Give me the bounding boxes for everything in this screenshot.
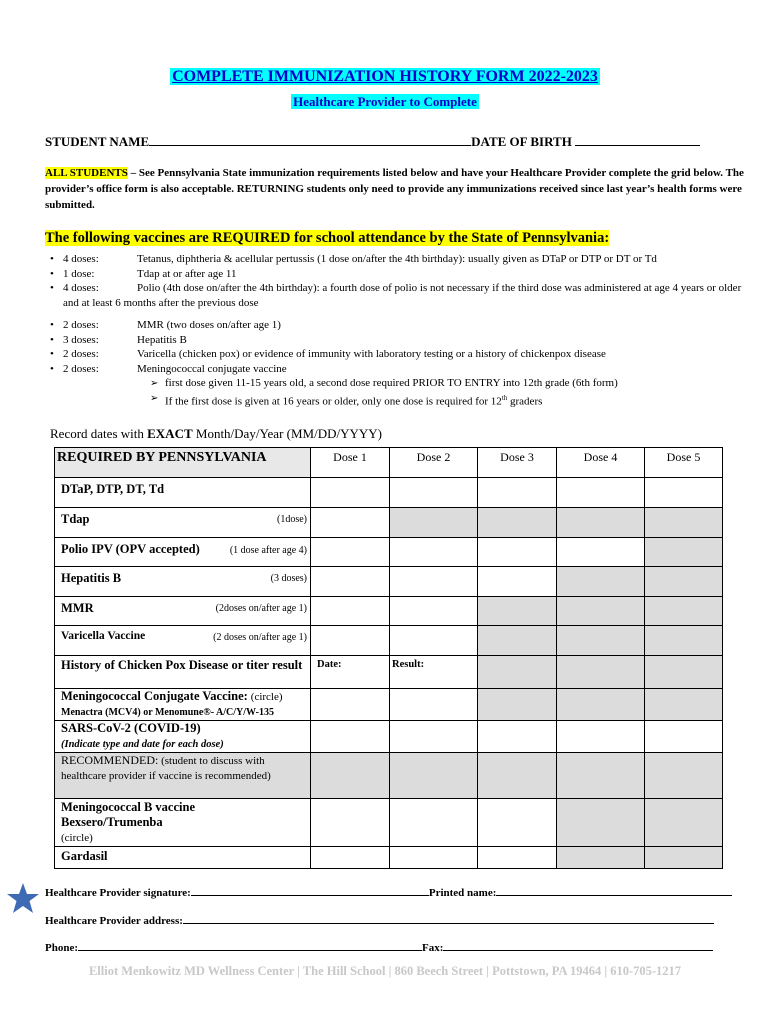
table-header-label: REQUIRED BY PENNSYLVANIA <box>55 448 311 478</box>
student-name-field[interactable] <box>149 133 471 146</box>
covid-dose-1-cell[interactable] <box>311 721 390 753</box>
vaccine-name-gardasil: Gardasil <box>61 849 108 863</box>
star-icon <box>6 882 40 914</box>
table-row-polio <box>55 538 723 567</box>
recommended-text: RECOMMENDED: (student to discuss with healthcare provider if vaccine is recommended) <box>61 753 271 782</box>
table-row-hepb <box>55 567 723 597</box>
varicella-dose-1-cell[interactable] <box>311 626 390 656</box>
table-row-varicella <box>55 626 723 656</box>
dtap-dose-2-cell[interactable] <box>390 478 478 508</box>
vaccine-name-hepb: Hepatitis B <box>61 571 122 585</box>
date-label: Date: <box>317 659 342 670</box>
provider-signature-line: Healthcare Provider signature: Printed name: <box>45 884 732 899</box>
tdap-note: (1dose) <box>277 514 307 525</box>
dose-2-header: Dose 2 <box>390 448 478 478</box>
req-subitem-1: ➢ first dose given 11-15 years old, a second dose required PRIOR TO ENTRY into 12th grade (6th form) <box>45 376 755 391</box>
table-row-dtap <box>55 478 723 508</box>
req-item-dtap: • 4 doses: Tetanus, diphtheria & acellular pertussis (1 dose on/after the 4th birthday): usually given as DTaP or DTP or DT or Td <box>45 252 755 267</box>
table-row-recommended <box>55 753 723 799</box>
table-row-tdap <box>55 508 723 538</box>
provider-address-line: Healthcare Provider address: <box>45 912 714 927</box>
vaccine-name-dtap: DTaP, DTP, DT, Td <box>61 482 165 496</box>
record-dates-instruction: Record dates with EXACT Month/Day/Year (MM/DD/YYYY) <box>50 426 382 441</box>
dtap-dose-3-cell[interactable] <box>478 478 557 508</box>
menb-types: Bexsero/Trumenba <box>61 815 163 829</box>
hepb-note: (3 doses) <box>270 573 307 584</box>
polio-dose-2-cell[interactable] <box>390 538 478 567</box>
varicella-note: (2 doses on/after age 1) <box>213 632 307 643</box>
dose-5-header: Dose 5 <box>645 448 723 478</box>
provider-address-field[interactable] <box>183 912 714 924</box>
polio-dose-3-cell[interactable] <box>478 538 557 567</box>
vaccine-name-covid: SARS-CoV-2 (COVID-19) <box>61 721 201 735</box>
mening-dose-1-cell[interactable] <box>311 689 390 721</box>
req-item-hepb: • 3 doses: Hepatitis B <box>45 333 755 348</box>
mmr-dose-2-cell[interactable] <box>390 597 478 626</box>
gardasil-dose-2-cell[interactable] <box>390 847 478 869</box>
dtap-dose-1-cell[interactable] <box>311 478 390 508</box>
intro-paragraph <box>45 165 745 213</box>
covid-dose-2-cell[interactable] <box>390 721 478 753</box>
requirements-list-1 <box>45 252 755 310</box>
vaccine-name-tdap: Tdap <box>61 512 90 526</box>
req-item-mmr: • 2 doses: MMR (two doses on/after age 1) <box>45 318 755 333</box>
vaccine-name-chickenpox: History of Chicken Pox Disease or titer result <box>61 658 303 672</box>
gardasil-dose-1-cell[interactable] <box>311 847 390 869</box>
form-title: COMPLETE IMMUNIZATION HISTORY FORM 2022-2023 <box>172 68 598 85</box>
dtap-dose-5-cell[interactable] <box>645 478 723 508</box>
student-info-line <box>45 133 700 150</box>
table-row-mmr <box>55 597 723 626</box>
dob-label: DATE OF BIRTH <box>471 134 572 149</box>
fax-field[interactable] <box>443 939 713 951</box>
req-item-polio: • 4 doses: Polio (4th dose on/after the 4th birthday): a fourth dose of polio is not necessary if the third dose was administered at age 4 years or older and at least 6 months after the previous dose <box>45 281 755 310</box>
requirements-list-2 <box>45 318 755 410</box>
result-label: Result: <box>392 659 425 670</box>
vaccine-name-polio: Polio IPV (OPV accepted) <box>61 542 200 556</box>
provider-signature-field[interactable] <box>191 884 429 896</box>
dose-3-header: Dose 3 <box>478 448 557 478</box>
hepb-dose-3-cell[interactable] <box>478 567 557 597</box>
mmr-dose-1-cell[interactable] <box>311 597 390 626</box>
footer-address: Elliot Menkowitz MD Wellness Center | The Hill School | 860 Beech Street | Pottstown, PA 19464 | 610-705-1217 <box>88 964 682 978</box>
table-row-gardasil <box>55 847 723 869</box>
menb-dose-2-cell[interactable] <box>390 799 478 847</box>
req-item-tdap: • 1 dose: Tdap at or after age 11 <box>45 267 755 282</box>
req-item-varicella: • 2 doses: Varicella (chicken pox) or evidence of immunity with laboratory testing or a history of chickenpox disease <box>45 347 755 362</box>
polio-note: (1 dose after age 4) <box>229 545 307 556</box>
dose-1-header: Dose 1 <box>311 448 390 478</box>
menb-dose-3-cell[interactable] <box>478 799 557 847</box>
dose-4-header: Dose 4 <box>557 448 645 478</box>
vaccine-name-mmr: MMR <box>61 601 94 615</box>
table-row-menb <box>55 799 723 847</box>
chickenpox-date-cell[interactable] <box>311 656 390 689</box>
hepb-dose-2-cell[interactable] <box>390 567 478 597</box>
vaccine-name-meningococcal: Meningococcal Conjugate Vaccine: <box>61 689 248 703</box>
menb-dose-1-cell[interactable] <box>311 799 390 847</box>
dob-field[interactable] <box>575 133 700 146</box>
covid-dose-3-cell[interactable] <box>478 721 557 753</box>
chickenpox-result-cell[interactable] <box>390 656 478 689</box>
polio-dose-4-cell[interactable] <box>557 538 645 567</box>
mmr-note: (2doses on/after age 1) <box>215 603 307 614</box>
gardasil-dose-3-cell[interactable] <box>478 847 557 869</box>
vaccine-name-menb: Meningococcal B vaccine <box>61 800 195 814</box>
req-subitem-2: ➢ If the first dose is given at 16 years or older, only one dose is required for 12th graders <box>45 391 755 410</box>
varicella-dose-2-cell[interactable] <box>390 626 478 656</box>
intro-text: – See Pennsylvania State immunization requirements listed below and have your Healthcare Provider complete the grid below. The provider’s office form is also acceptable. RETURNING students only need to provide any immunizations received since last year’s health forms were submitted. <box>45 167 744 211</box>
mening-dose-2-cell[interactable] <box>390 689 478 721</box>
covid-dose-5-cell[interactable] <box>645 721 723 753</box>
vaccine-name-varicella: Varicella Vaccine <box>61 630 146 642</box>
covid-dose-4-cell[interactable] <box>557 721 645 753</box>
meningococcal-circle-note: (circle) <box>250 691 283 703</box>
meningococcal-types: Menactra (MCV4) or Menomune®- A/C/Y/W-135 <box>61 707 274 718</box>
tdap-dose-1-cell[interactable] <box>311 508 390 538</box>
phone-field[interactable] <box>78 939 422 951</box>
table-row-covid <box>55 721 723 753</box>
required-heading: The following vaccines are REQUIRED for school attendance by the State of Pennsylvania: <box>45 230 610 246</box>
phone-fax-line: Phone: Fax: <box>45 939 713 954</box>
table-header-row <box>55 448 723 478</box>
req-item-meningococcal: • 2 doses: Meningococcal conjugate vaccine <box>45 362 755 377</box>
covid-note: (Indicate type and date for each dose) <box>61 739 224 750</box>
dtap-dose-4-cell[interactable] <box>557 478 645 508</box>
table-row-chickenpox <box>55 656 723 689</box>
printed-name-field[interactable] <box>496 884 732 896</box>
immunization-grid <box>54 447 723 869</box>
polio-dose-1-cell[interactable] <box>311 538 390 567</box>
menb-circle-note: (circle) <box>61 832 93 844</box>
form-subtitle: Healthcare Provider to Complete <box>293 94 477 109</box>
table-row-meningococcal <box>55 689 723 721</box>
all-students-highlight: ALL STUDENTS <box>45 167 128 179</box>
hepb-dose-1-cell[interactable] <box>311 567 390 597</box>
student-name-label: STUDENT NAME <box>45 134 150 149</box>
